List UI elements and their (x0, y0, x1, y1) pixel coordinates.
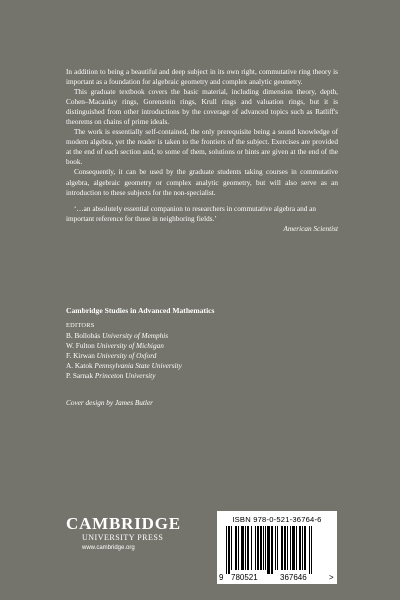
editor-name: W. Fulton (66, 342, 95, 351)
editor-name: B. Bollobás (66, 332, 101, 340)
review-source: American Scientist (283, 224, 338, 233)
barcode-digit-first: 9 (219, 573, 224, 582)
editor-affiliation: University of Michigan (96, 342, 164, 351)
blurb-paragraph-1: In addition to being a beautiful and deep subject in its own right, commutative ring theory is important as a foundation for algebraic geometry and complex analytic geometry. (66, 68, 338, 87)
editor-affiliation: University of Memphis (102, 332, 169, 340)
publisher-logo (66, 514, 182, 566)
editor-row (66, 371, 338, 381)
barcode-panel (217, 511, 337, 584)
blurb-paragraph-4: Consequently, it can be used by the graduate students taking courses in commutative algebra, algebraic geometry or complex analytic geometry, but will also serve as an introduction to these subjects for the non-specialist. (66, 168, 338, 197)
editor-row (66, 351, 338, 361)
blurb (66, 67, 338, 234)
editors-label: EDITORS (66, 322, 95, 329)
editor-name: F. Kirwan (66, 352, 95, 361)
publisher-press: UNIVERSITY PRESS (82, 533, 164, 542)
isbn-label: ISBN 978-0-521-36764-6 (232, 515, 322, 524)
editor-name: A. Katok (66, 362, 93, 371)
publisher-url: www.cambridge.org (82, 545, 135, 551)
blurb-paragraph-3: The work is essentially self-contained, the only prerequisite being a sound knowledge of modern algebra, yet the reader is taken to the frontiers of the subject. Exercises are provided at the end of each section and, to some of them, solutions or hints are given at the end of the book. (66, 128, 338, 167)
editor-row (66, 361, 338, 371)
barcode-digits-left: 780521 (231, 573, 258, 582)
barcode-digit-after: > (329, 573, 334, 582)
editor-row (66, 341, 338, 351)
barcode-digits-right: 367646 (280, 573, 307, 582)
review-quote: ‘…an absolutely essential companion to researchers in commutative algebra and an important reference for those in neighboring fields.’ (66, 204, 316, 223)
barcode-icon (225, 526, 329, 574)
editor-row (66, 331, 338, 341)
publisher-name: CAMBRIDGE (66, 514, 181, 533)
series-title: Cambridge Studies in Advanced Mathematics (66, 306, 215, 315)
cover-design-credit: Cover design by James Butler (66, 399, 153, 407)
editor-affiliation: Pennsylvania State University (94, 362, 182, 371)
editor-affiliation: University of Oxford (96, 352, 157, 361)
editors-list (66, 331, 338, 381)
editor-name: P. Sarnak (66, 372, 93, 381)
editor-affiliation: Princeton University (94, 372, 156, 381)
blurb-paragraph-2: This graduate textbook covers the basic material, including dimension theory, depth, Cohen–Macaulay rings, Gorenstein rings, Krull rings and valuation rings, but it is distinguished from other introductions by the coverage of advanced topics such as Ratliff's theorems on chains of prime ideals. (66, 88, 338, 127)
